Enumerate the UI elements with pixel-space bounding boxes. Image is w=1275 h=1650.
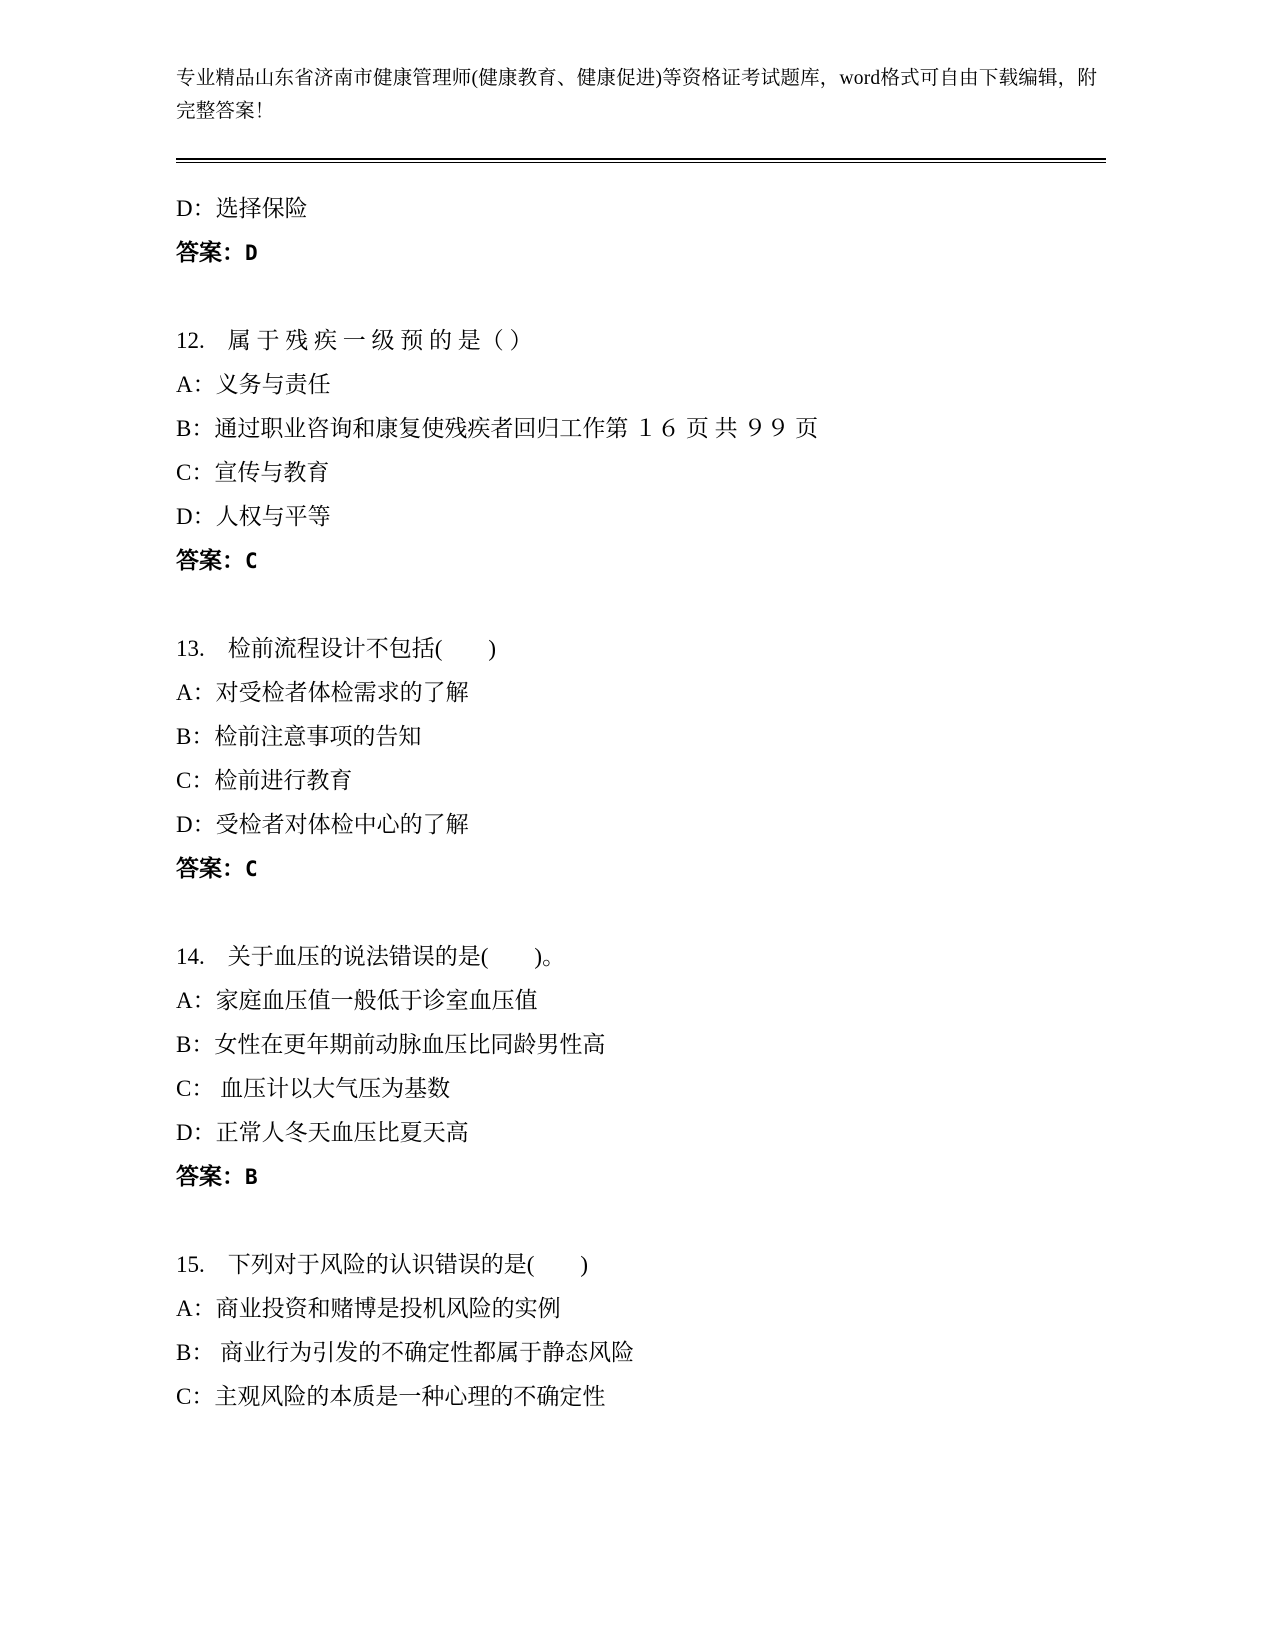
header-note: 专业精品山东省济南市健康管理师(健康教育、健康促进)等资格证考试题库，word格式可自由下载编辑，附完整答案！ <box>176 68 1098 122</box>
question-12-option-a: A：义务与责任 <box>176 372 331 397</box>
question-13-answer-row <box>176 847 1106 891</box>
question-spacer <box>176 275 1106 319</box>
question-12-number: 12. <box>176 328 205 353</box>
leading-option-d: D：选择保险 <box>176 196 308 221</box>
question-15-option-c: C：主观风险的本质是一种心理的不确定性 <box>176 1384 606 1409</box>
question-15-option-b: B： 商业行为引发的不确定性都属于静态风险 <box>176 1340 635 1365</box>
question-13-answer-value: C <box>245 857 258 881</box>
question-14-option-a: A：家庭血压值一般低于诊室血压值 <box>176 988 538 1013</box>
question-spacer <box>176 891 1106 935</box>
question-13-number: 13. <box>176 636 205 661</box>
question-13-option-a: A：对受检者体检需求的了解 <box>176 680 469 705</box>
question-12-stem <box>176 319 1106 363</box>
answer-label: 答案： <box>176 1164 245 1189</box>
question-14-text: 关于血压的说法错误的是( )。 <box>227 944 566 969</box>
question-13-option-c: C：检前进行教育 <box>176 768 353 793</box>
question-15-number: 15. <box>176 1252 205 1277</box>
question-12-answer-value: C <box>245 549 258 573</box>
question-14-answer-row <box>176 1155 1106 1199</box>
question-14-number: 14. <box>176 944 205 969</box>
question-12-answer-row <box>176 539 1106 583</box>
divider-thin-line <box>176 162 1106 163</box>
question-body <box>176 187 1106 1419</box>
divider-thick-line <box>176 158 1106 160</box>
question-14-option-c: C： 血压计以大气压为基数 <box>176 1076 451 1101</box>
question-14-answer-value: B <box>245 1165 258 1189</box>
question-13-stem <box>176 627 1106 671</box>
question-14-stem <box>176 935 1106 979</box>
question-14-option-b: B：女性在更年期前动脉血压比同龄男性高 <box>176 1032 606 1057</box>
question-13-option-d: D：受检者对体检中心的了解 <box>176 812 469 837</box>
question-15-option-a: A：商业投资和赌博是投机风险的实例 <box>176 1296 561 1321</box>
question-spacer <box>176 583 1106 627</box>
answer-label: 答案： <box>176 856 245 881</box>
question-12-text: 属 于 残 疾 一 级 预 的 是（ ） <box>227 328 533 353</box>
question-13-text: 检前流程设计不包括( ) <box>227 636 497 661</box>
question-12-option-d: D：人权与平等 <box>176 504 331 529</box>
question-12-option-c: C：宣传与教育 <box>176 460 330 485</box>
header-divider <box>176 158 1106 163</box>
leading-answer-row <box>176 231 1106 275</box>
question-15-text: 下列对于风险的认识错误的是( ) <box>227 1252 589 1277</box>
question-15-stem <box>176 1243 1106 1287</box>
answer-value: D <box>245 241 258 265</box>
document-content <box>176 62 1106 1419</box>
question-12-option-b: B：通过职业咨询和康复使残疾者回归工作第 １６ 页 共 ９９ 页 <box>176 416 819 441</box>
answer-label: 答案： <box>176 548 245 573</box>
question-14-option-d: D：正常人冬天血压比夏天高 <box>176 1120 469 1145</box>
question-13-option-b: B：检前注意事项的告知 <box>176 724 422 749</box>
answer-label: 答案： <box>176 240 245 265</box>
question-spacer <box>176 1199 1106 1243</box>
